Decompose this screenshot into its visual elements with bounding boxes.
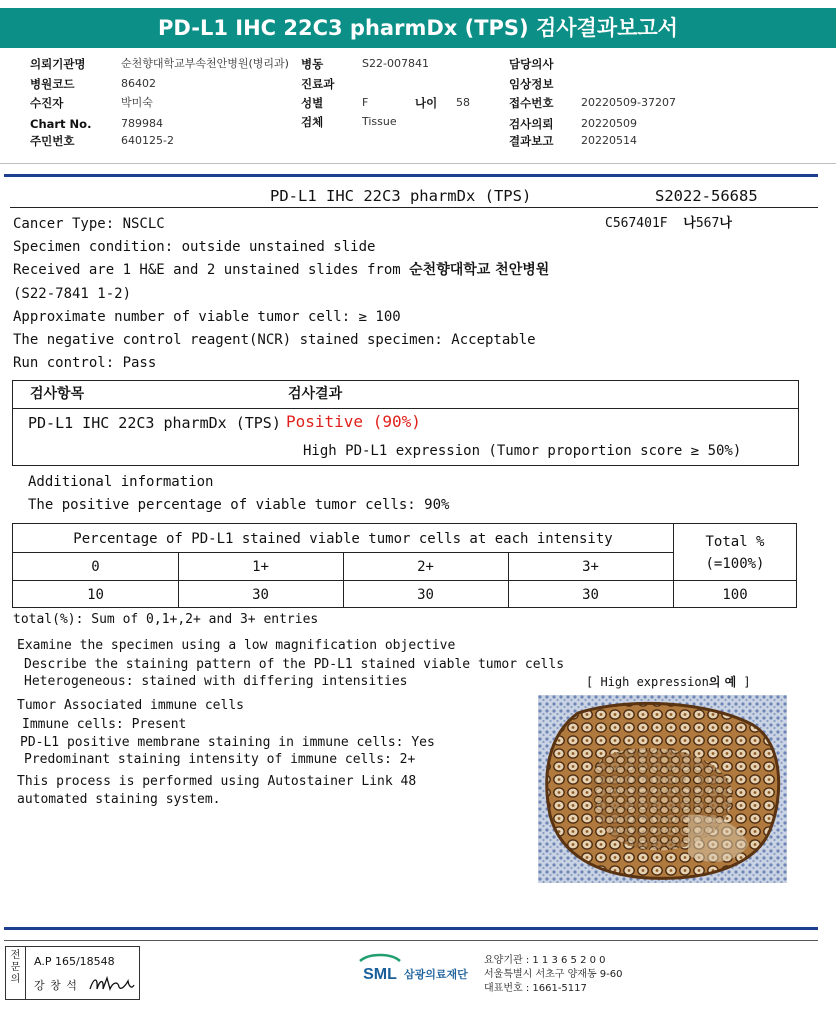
predominant-intensity: Predominant staining intensity of immune cells: 2+ [24, 752, 416, 767]
dept-label: 진료과 [301, 77, 335, 91]
viable-tumor-count: Approximate number of viable tumor cell: ≥ 100 [13, 309, 401, 325]
slide-reference: (S22-7841 1-2) [13, 286, 132, 302]
stamp-side-label: 전문의 [6, 947, 26, 999]
request-label: 검사의뢰 [509, 117, 554, 131]
tissue-micrograph [538, 695, 787, 883]
stamp-license: A.P 165/18548 [34, 955, 115, 968]
test-result-positive: Positive (90%) [286, 412, 421, 431]
title-banner [0, 8, 836, 48]
ssn-value: 640125-2 [121, 134, 174, 147]
received-line [13, 261, 549, 279]
specimen-condition: Specimen condition: outside unstained slide [13, 239, 376, 255]
intensity-col-0: 0 [91, 559, 100, 575]
sex-value: F [362, 96, 369, 109]
immune-cells-heading: Tumor Associated immune cells [17, 698, 244, 713]
case-code-prefix: 나 [683, 216, 696, 231]
examine-note: Examine the specimen using a low magnification objective [17, 638, 456, 653]
received-text: Received are 1 H&E and 2 unstained slides from [13, 262, 410, 278]
ward-label: 병동 [301, 57, 324, 71]
clinical-label: 임상정보 [509, 77, 554, 91]
doctor-label: 담당의사 [509, 57, 554, 71]
reception-label: 접수번호 [509, 96, 554, 110]
report-number: S2022-56685 [655, 187, 758, 205]
sml-logo-text: SML [363, 966, 397, 983]
case-code-number: 567 [695, 216, 720, 231]
org-label: 의뢰기관명 [30, 57, 86, 71]
sex-label: 성별 [301, 96, 324, 110]
intensity-table-header: Percentage of PD-L1 stained viable tumor cells at each intensity [73, 531, 613, 547]
intensity-value-3plus: 30 [582, 587, 599, 603]
ssn-label: 주민번호 [30, 134, 75, 148]
specimen-label: 검체 [301, 115, 324, 129]
footer-rule-thin [4, 940, 818, 941]
expression-level: High PD-L1 expression (Tumor proportion score ≥ 50%) [303, 443, 742, 459]
title-rule [10, 207, 818, 208]
intensity-table [12, 523, 797, 608]
additional-heading: Additional information [28, 474, 214, 490]
ihc-stain-image [538, 695, 787, 883]
org-value: 순천향대학교부속천안병원(병리과) [121, 57, 289, 70]
intensity-col-2plus: 2+ [417, 559, 434, 575]
signature-icon [88, 973, 136, 995]
foundation-name: 삼광의료재단 [404, 968, 468, 981]
describe-note: Describe the staining pattern of the PD-L1 stained viable tumor cells [24, 657, 565, 672]
header-divider [0, 163, 836, 164]
process-line-1: This process is performed using Autostainer Link 48 [17, 774, 417, 789]
foundation-address: 서울특별시 서초구 양재동 9-60 [484, 969, 623, 980]
image-caption-suffix: ] [736, 675, 751, 689]
section-rule-top [4, 174, 818, 177]
hospital-code-label: 병원코드 [30, 77, 75, 91]
case-code [605, 215, 732, 233]
test-item-header: 검사항목 [30, 386, 85, 402]
footer-rule [4, 927, 818, 930]
heterogeneous-note: Heterogeneous: stained with differing intensities [24, 674, 408, 689]
hospital-code-value: 86402 [121, 77, 156, 90]
total-note: total(%): Sum of 0,1+,2+ and 3+ entries [13, 612, 319, 627]
case-code-suffix: 나 [719, 216, 732, 231]
cancer-type: Cancer Type: NSCLC [13, 216, 165, 232]
patient-value: 박미숙 [121, 96, 153, 109]
sml-logo [357, 953, 403, 991]
reception-value: 20220509-37207 [581, 96, 676, 109]
request-value: 20220509 [581, 117, 637, 130]
ward-value: S22-007841 [362, 57, 429, 70]
age-label: 나이 [415, 96, 438, 110]
chart-label: Chart No. [30, 117, 92, 131]
age-value: 58 [456, 96, 470, 109]
foundation-phone: 대표번호 : 1661-5117 [484, 983, 587, 994]
membrane-staining: PD-L1 positive membrane staining in immune cells: Yes [20, 735, 435, 750]
total-header: Total % [705, 534, 765, 550]
process-line-2: automated staining system. [17, 792, 221, 807]
patient-label: 수진자 [30, 96, 64, 110]
intensity-value-1plus: 30 [252, 587, 269, 603]
stamp-name: 강 창 석 [34, 979, 78, 992]
intensity-value-0: 10 [87, 587, 104, 603]
intensity-value-2plus: 30 [417, 587, 434, 603]
sml-logo-icon [357, 953, 403, 987]
immune-present: Immune cells: Present [22, 717, 187, 732]
image-caption-korean: 의 예 [708, 675, 737, 689]
received-hospital: 순천향대학교 천안병원 [409, 262, 550, 278]
intensity-total: 100 [722, 587, 748, 603]
report-date-value: 20220514 [581, 134, 637, 147]
chart-value: 789984 [121, 117, 163, 130]
case-code-id: C567401F [605, 216, 668, 231]
ncr-result: The negative control reagent(NCR) stained specimen: Acceptable [13, 332, 536, 348]
result-box [12, 380, 799, 466]
report-date-label: 결과보고 [509, 134, 554, 148]
specimen-value: Tissue [362, 115, 397, 128]
report-test-title: PD-L1 IHC 22C3 pharmDx (TPS) [270, 187, 532, 205]
intensity-col-1plus: 1+ [252, 559, 269, 575]
image-caption [586, 673, 751, 691]
intensity-col-3plus: 3+ [582, 559, 599, 575]
test-name: PD-L1 IHC 22C3 pharmDx (TPS) [28, 414, 281, 432]
result-box-divider [13, 408, 798, 409]
table-row-rule [13, 580, 796, 581]
total-header-note: (=100%) [705, 556, 765, 572]
image-caption-prefix: [ High expression [586, 675, 709, 689]
positive-percentage: The positive percentage of viable tumor cells: 90% [28, 497, 450, 513]
care-institution-code: 요양기관 : 1 1 3 6 5 2 0 0 [484, 955, 606, 966]
run-control: Run control: Pass [13, 355, 157, 371]
test-result-header: 검사결과 [288, 386, 343, 402]
report-title: PD-L1 IHC 22C3 pharmDx (TPS) 검사결과보고서 [158, 16, 678, 40]
pathologist-stamp [5, 946, 140, 1000]
